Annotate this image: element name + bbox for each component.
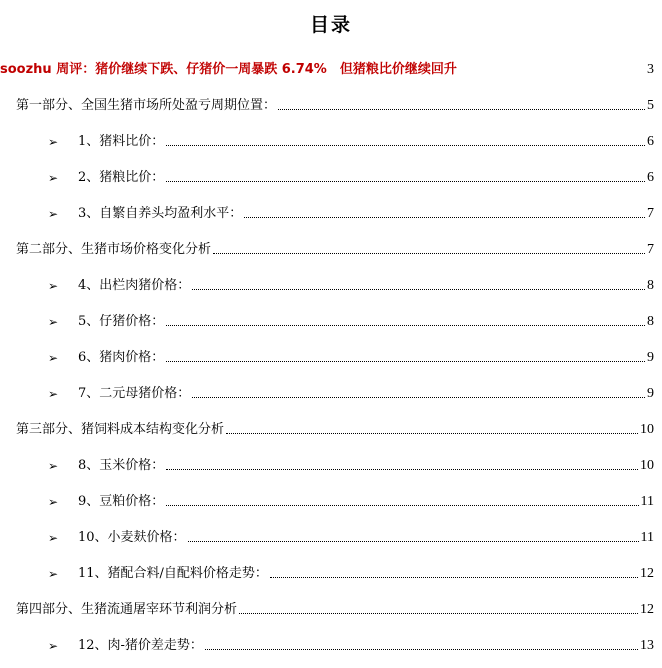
toc-section-3[interactable]: [16, 416, 654, 438]
arrow-bullet-icon: ➢: [48, 171, 59, 185]
toc-page-number: 10: [640, 458, 654, 473]
toc-page-number: 7: [647, 242, 654, 257]
toc-entry-label: 5、仔猪价格：: [78, 314, 165, 329]
leader-dots: [166, 469, 638, 470]
toc-entry-label: 3、自繁自养头均盈利水平：: [78, 206, 243, 221]
toc-entry-label: 9、豆粕价格：: [78, 494, 165, 509]
toc-page-number: 9: [647, 386, 654, 401]
arrow-bullet-icon: ➢: [48, 459, 59, 473]
leader-dots: [213, 253, 645, 254]
toc-item[interactable]: [48, 380, 654, 402]
leader-dots: [239, 613, 638, 614]
toc-entry-label: soozhu 周评：猪价继续下跌、仔猪价一周暴跌 6.74% 但猪粮比价继续回升: [0, 62, 457, 77]
toc-section-1[interactable]: [16, 92, 654, 114]
toc-page-number: 3: [647, 62, 654, 77]
arrow-bullet-icon: ➢: [48, 495, 59, 509]
arrow-bullet-icon: ➢: [48, 639, 59, 653]
toc-section-2[interactable]: [16, 236, 654, 258]
toc-entry-label: 2、猪粮比价：: [78, 170, 165, 185]
toc-entry-label: 4、出栏肉猪价格：: [78, 278, 191, 293]
toc-section-4[interactable]: [16, 596, 654, 618]
toc-page-number: 6: [647, 134, 654, 149]
arrow-bullet-icon: ➢: [48, 567, 59, 581]
toc-page-number: 12: [640, 602, 654, 617]
toc-page-number: 12: [640, 566, 654, 581]
toc-entry-label: 第二部分、生猪市场价格变化分析: [16, 242, 212, 257]
toc-page-number: 11: [640, 530, 654, 545]
toc-title: 目录: [309, 14, 352, 36]
toc-entry-label: 12、肉-猪价差走势：: [78, 638, 203, 653]
arrow-bullet-icon: ➢: [48, 531, 59, 545]
toc-page-number: 9: [647, 350, 654, 365]
leader-dots: [226, 433, 638, 434]
leader-dots: [278, 109, 645, 110]
leader-dots: [205, 649, 638, 650]
arrow-bullet-icon: ➢: [48, 135, 59, 149]
leader-dots: [166, 361, 645, 362]
toc-entry-label: 7、二元母猪价格：: [78, 386, 191, 401]
leader-dots: [166, 181, 645, 182]
toc-entry-label: 10、小麦麸价格：: [78, 530, 186, 545]
toc-entry-label: 6、猪肉价格：: [78, 350, 165, 365]
leader-dots: [192, 397, 645, 398]
toc-item[interactable]: [48, 488, 654, 510]
toc-entry-label: 第四部分、生猪流通屠宰环节利润分析: [16, 602, 238, 617]
toc-item[interactable]: [48, 560, 654, 582]
arrow-bullet-icon: ➢: [48, 315, 59, 329]
toc-entry-label: 第三部分、猪饲料成本结构变化分析: [16, 422, 225, 437]
toc-item[interactable]: [48, 632, 654, 654]
toc-page-number: 11: [640, 494, 654, 509]
toc-item[interactable]: [48, 164, 654, 186]
arrow-bullet-icon: ➢: [48, 279, 59, 293]
leader-dots: [270, 577, 638, 578]
toc-item[interactable]: [48, 452, 654, 474]
toc-item[interactable]: [48, 200, 654, 222]
toc-item[interactable]: [48, 128, 654, 150]
arrow-bullet-icon: ➢: [48, 351, 59, 365]
leader-dots: [166, 505, 638, 506]
toc-page-number: 10: [640, 422, 654, 437]
leader-dots: [166, 325, 645, 326]
toc-entry-label: 8、玉米价格：: [78, 458, 165, 473]
leader-dots: [192, 289, 645, 290]
toc-page-number: 6: [647, 170, 654, 185]
arrow-bullet-icon: ➢: [48, 207, 59, 221]
leader-dots: [244, 217, 645, 218]
toc-item[interactable]: [48, 524, 654, 546]
toc-page-number: 8: [647, 314, 654, 329]
toc-item[interactable]: [48, 344, 654, 366]
toc-page-number: 5: [647, 98, 654, 113]
toc-page-number: 8: [647, 278, 654, 293]
toc-item[interactable]: [48, 308, 654, 330]
leader-dots: [188, 541, 639, 542]
toc-page-number: 13: [640, 638, 654, 653]
toc-page-number: 7: [647, 206, 654, 221]
leader-dots: [166, 145, 645, 146]
toc-entry-summary[interactable]: [0, 56, 654, 78]
arrow-bullet-icon: ➢: [48, 387, 59, 401]
toc-item[interactable]: [48, 272, 654, 294]
toc-entry-label: 11、猪配合料/自配料价格走势：: [78, 566, 268, 581]
toc-entry-label: 1、猪料比价：: [78, 134, 165, 149]
toc-entry-label: 第一部分、全国生猪市场所处盈亏周期位置：: [16, 98, 277, 113]
